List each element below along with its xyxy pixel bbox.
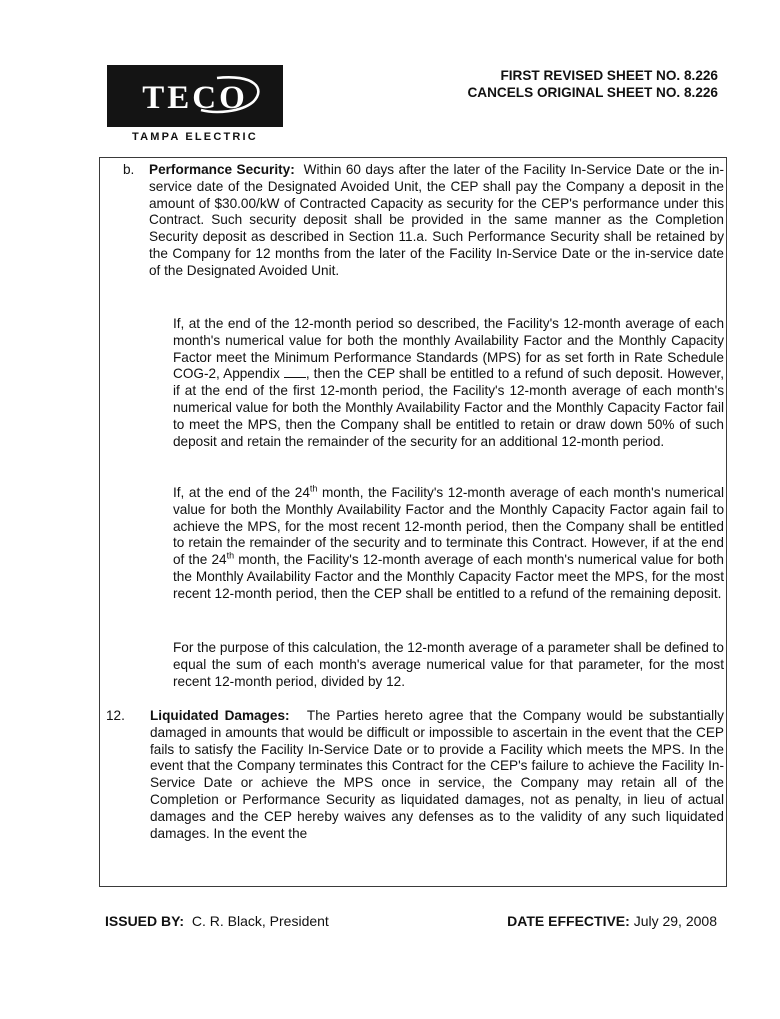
para-3-text-b: month, the Facility's 12-month average of each month's numerical value for both the Monthly Availability Factor and the Monthly Capacity Factor again fail to achieve the MPS, for the most recent 12-month period, then the Company shall be entitled to retain the remainder of the security and to terminate this Contract. However, if at the end of the 24: [173, 485, 724, 568]
para-3-text-c: month, the Facility's 12-month average of each month's numerical value for both the Monthly Availability Factor and the Monthly Capacity Factor meet the MPS, for the most recent 12-month period, then the CEP shall be entitled to a refund of the remaining deposit.: [173, 552, 724, 601]
content-frame: [99, 157, 727, 887]
para-3-text-a: If, at the end of the 24: [173, 485, 310, 500]
issued-by: [105, 913, 329, 929]
para-3-superscript-2: th: [226, 550, 235, 561]
sheet-number: FIRST REVISED SHEET NO. 8.226: [500, 68, 718, 83]
section-12-number: 12.: [106, 708, 125, 723]
date-effective-label: DATE EFFECTIVE:: [507, 913, 630, 929]
issued-by-label: ISSUED BY:: [105, 913, 185, 929]
section-b-label: b.: [123, 162, 135, 177]
section-b-title: Performance Security:: [149, 162, 295, 177]
date-effective: [507, 913, 717, 929]
section-b-para-2: [173, 316, 724, 450]
logo-subtitle: TAMPA ELECTRIC: [132, 131, 258, 143]
section-b-para-3: [173, 485, 724, 603]
para-2-text-b: , then the CEP shall be entitled to a refund of such deposit. However, if at the end of the first 12-month period, the Facility's 12-month average of each month's numerical value for both the Monthly Availability Factor and the Monthly Capacity Factor fail to meet the MPS, then the Company shall be entitled to retain or draw down 50% of such deposit and retain the remainder of the security for an additional 12-month period.: [173, 366, 724, 449]
company-logo: [107, 65, 283, 143]
section-12-text: The Parties hereto agree that the Company would be substantially damaged in amounts that would be difficult or impossible to ascertain in the event that the CEP fails to satisfy the Facility In-Service Date or to provide a Facility which meets the MPS. In the event that the Company terminates this Contract for the CEP's failure to achieve the Facility In-Service Date or achieve the MPS once in service, the Company may retain all of the Completion or Performance Security as liquidated damages, not as penalty, in lieu of actual damages and the CEP hereby waives any defenses as to the validity of any such liquidated damages. In the event the: [150, 708, 724, 841]
logo-box: [107, 65, 283, 127]
logo-text: TECO: [142, 79, 248, 116]
section-12-body: [150, 708, 724, 842]
sheet-header: [467, 67, 718, 101]
appendix-blank: [284, 366, 306, 378]
section-b-para-1: [149, 162, 724, 280]
section-b-para-4: For the purpose of this calculation, the 12-month average of a parameter shall be defined to equal the sum of each month's average numerical value for that parameter, for the most recent 12-month period, divided by 12.: [173, 640, 724, 689]
para-3-superscript-1: th: [309, 483, 318, 494]
section-b: [123, 162, 725, 280]
section-12-title: Liquidated Damages:: [150, 708, 290, 723]
page-footer: [105, 913, 717, 929]
section-b-text-1: Within 60 days after the later of the Facility In-Service Date or the in-service date of the Designated Avoided Unit, the CEP shall pay the Company a deposit in the amount of $30.00/kW of Contracted Capacity as security for the CEP's performance under this Contract. Such security deposit shall be provided in the same manner as the Completion Security deposit as described in Section 11.a. Such Performance Security shall be retained by the Company for 12 months from the later of the Facility In-Service Date or the in-service date of the Designated Avoided Unit.: [149, 162, 725, 278]
sheet-cancels: CANCELS ORIGINAL SHEET NO. 8.226: [467, 85, 718, 100]
date-effective-value: July 29, 2008: [633, 913, 717, 929]
para-2-text-a: If, at the end of the 12-month period so described, the Facility's 12-month average of each month's numerical value for both the monthly Availability Factor and the Monthly Capacity Factor meet the Minimum Performance Standards (MPS) for as set forth in Rate Schedule COG-2, Appendix: [173, 316, 724, 382]
issued-by-value: C. R. Black, President: [191, 913, 329, 929]
